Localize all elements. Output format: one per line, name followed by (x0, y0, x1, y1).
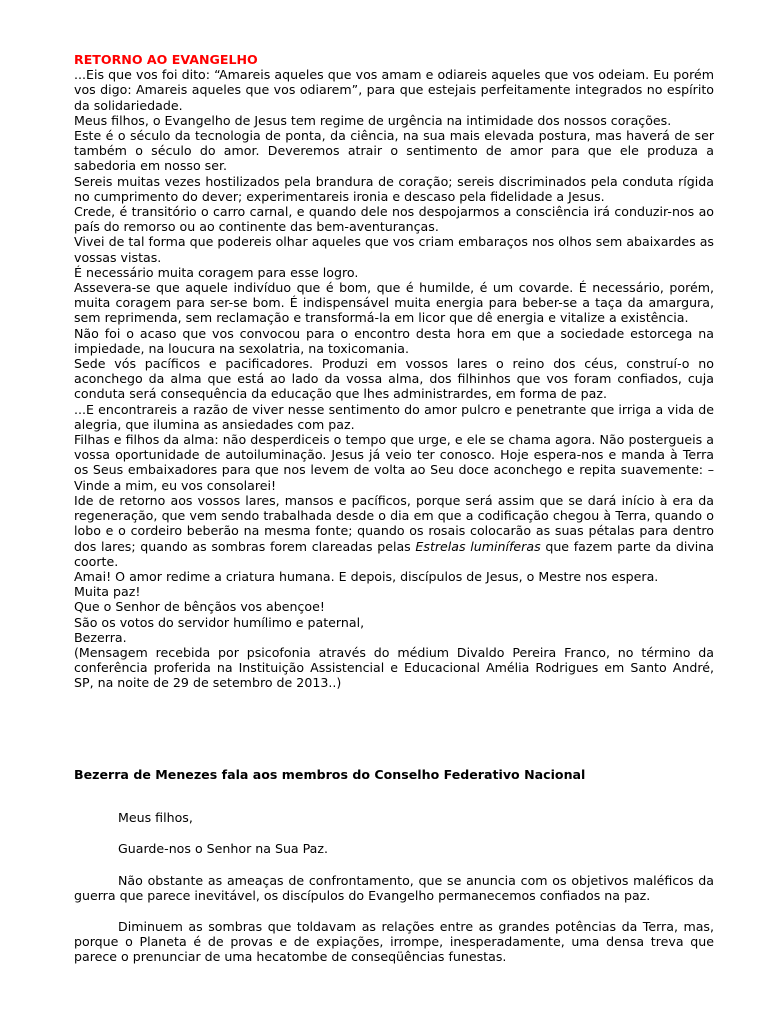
closing-line: Muita paz! (74, 584, 141, 600)
paragraph: Sede vós pacíficos e pacificadores. Produzi em vossos lares o reino dos céus, construí-o no aconchego da alma que está ao lado da vossa alma, dos filhinhos que vos foram confiados, cuja conduta será consequência da educação que lhes administrardes, em forma de paz. (74, 356, 714, 402)
paragraph: Não foi o acaso que vos convocou para o encontro desta hora em que a sociedade estorcega na impiedade, na loucura na sexolatria, na toxicomania. (74, 325, 714, 356)
section-bezerra-conselho (74, 767, 714, 981)
signature: Bezerra. (74, 629, 127, 645)
italic-term: Estrelas luminíferas (415, 538, 541, 554)
paragraph: Este é o século da tecnologia de ponta, da ciência, na sua mais elevada postura, mas haverá de ser também o século do amor. Deveremos atrair o sentimento de amor para que ele produza a sabedoria em nosso ser. (74, 128, 714, 174)
paragraph: Meus filhos, o Evangelho de Jesus tem regime de urgência na intimidade dos nossos corações. (74, 112, 672, 128)
paragraph: Sereis muitas vezes hostilizados pela brandura de coração; sereis discriminados pela conduta rígida no cumprimento do dever; experimentareis ironia e descaso pela fidelidade a Jesus. (74, 173, 714, 204)
closing-line: Que o Senhor de bênçãos vos abençoe! (74, 599, 325, 615)
section-title: Bezerra de Menezes fala aos membros do Conselho Federativo Nacional (74, 767, 586, 782)
paragraph: Guarde-nos o Senhor na Sua Paz. (118, 841, 329, 857)
paragraph-ide (74, 493, 714, 569)
closing-line: São os votos do servidor humílimo e paternal, (74, 614, 365, 630)
paragraph: Não obstante as ameaças de confrontamento, que se anuncia com os objetivos maléficos da guerra que parece inevitável, os discípulos do Evangelho permanecemos confiados na paz. (74, 872, 714, 903)
paragraph-text: que fazem parte da divina coorte. (74, 538, 715, 569)
source-note: (Mensagem recebida por psicofonia através do médium Divaldo Pereira Franco, no término da conferência proferida na Instituição Assistencial e Educacional Amélia Rodrigues em Santo André, SP, na noite de 29 de setembro de 2013..) (74, 644, 714, 691)
paragraph: Crede, é transitório o carro carnal, e quando dele nos despojarmos a consciência irá conduzir-nos ao país do remorso ou ao continente das bem-aventuranças. (74, 204, 714, 235)
paragraph: Diminuem as sombras que toldavam as relações entre as grandes potências da Terra, mas, porque o Planeta é de provas e de expiações, irrompe, inesperadamente, uma densa treva que parece o prenunciar de uma hecatombe de conseqüências funestas. (74, 919, 714, 965)
paragraph: É necessário muita coragem para esse logro. (74, 264, 359, 280)
paragraph: Vivei de tal forma que podereis olhar aqueles que vos criam embaraços nos olhos sem abaixardes as vossas vistas. (74, 234, 714, 265)
paragraph-text: Ide de retorno aos vossos lares, mansos e pacíficos, porque será assim que se dará início à era da regeneração, que vem sendo trabalhada desde o dia em que a codificação chegou à Terra, quando o lobo e o cordeiro beberão na mesma fonte; quando os rosais colocarão as suas pétalas para dentro dos lares; quando as sombras forem clareadas pelas (74, 492, 714, 554)
section-title: RETORNO AO EVANGELHO (74, 52, 258, 67)
section-retorno-ao-evangelho (74, 52, 714, 691)
paragraph: Filhas e filhos da alma: não desperdiceis o tempo que urge, e ele se chama agora. Não postergueis a vossa oportunidade de autoiluminação. Jesus já veio ter conosco. Hoje espera-nos e manda à Terra os Seus embaixadores para que nos levem de volta ao Seu doce aconchego e repita suavemente: – Vinde a mim, eu vos consolarei! (74, 432, 714, 493)
paragraph: ...E encontrareis a razão de viver nesse sentimento do amor pulcro e penetrante que irriga a vida de alegria, que ilumina as ansiedades com paz. (74, 401, 714, 432)
closing-line: Amai! O amor redime a criatura humana. E depois, discípulos de Jesus, o Mestre nos espera. (74, 568, 659, 584)
paragraph: Meus filhos, (118, 810, 193, 826)
paragraph: ...Eis que vos foi dito: “Amareis aqueles que vos amam e odiareis aqueles que vos odeiam. Eu porém vos digo: Amareis aqueles que vos odiarem”, para que estejais perfeitamente integrados no espírito da solidariedade. (74, 67, 714, 113)
paragraph: Assevera-se que aquele indivíduo que é bom, que é humilde, é um covarde. É necessário, porém, muita coragem para ser-se bom. É indispensável muita energia para beber-se a taça da amargura, sem reprimenda, sem reclamação e transformá-la em licor que dê energia e vitalize a existência. (74, 280, 714, 326)
